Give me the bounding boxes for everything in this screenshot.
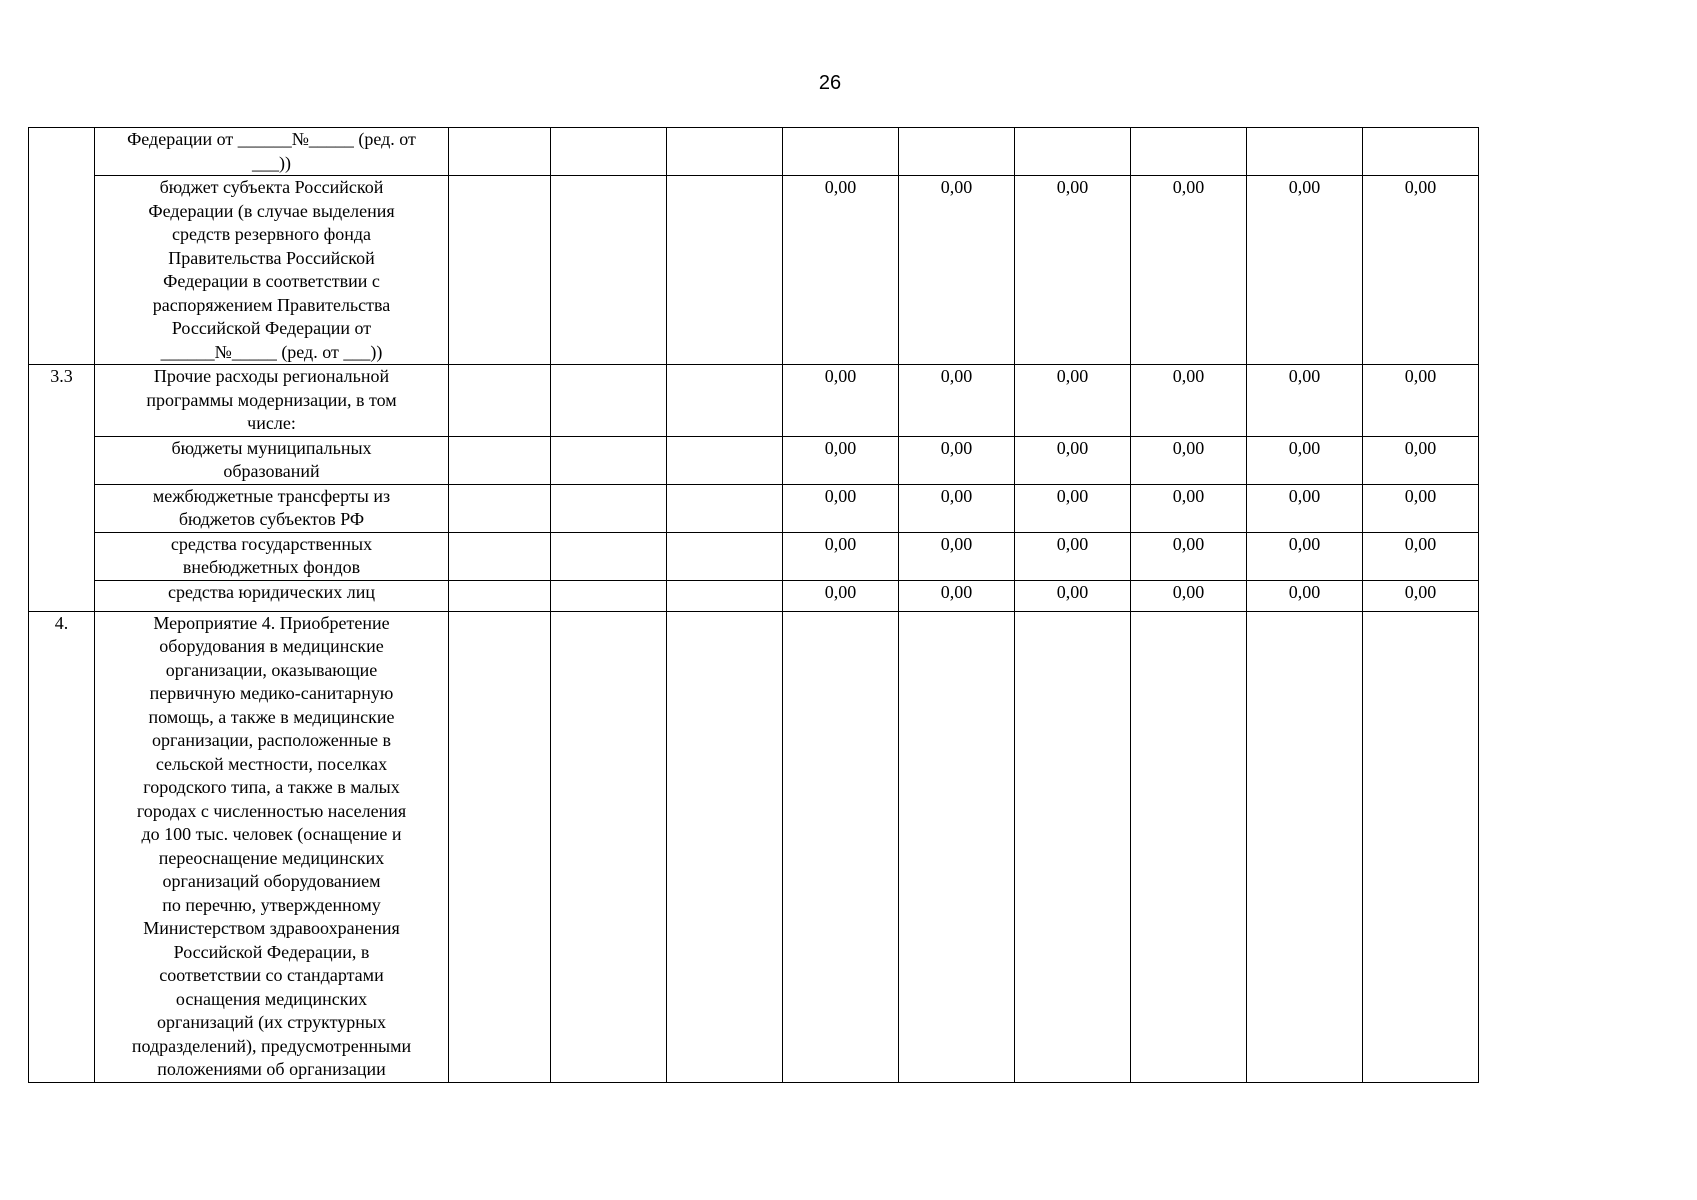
description-line: организации, расположенные в	[151, 730, 392, 750]
row-description-cell	[95, 580, 449, 611]
value-cell	[1015, 128, 1131, 176]
row-description-cell	[95, 532, 449, 580]
description-line: Российской Федерации, в	[173, 941, 370, 962]
row-description-cell	[95, 611, 449, 1082]
empty-cell	[551, 365, 667, 437]
empty-cell	[449, 611, 551, 1082]
empty-cell	[551, 484, 667, 532]
value-cell: 0,00	[783, 580, 899, 611]
empty-cell	[667, 532, 783, 580]
value-cell	[783, 611, 899, 1082]
description-line: первичную медико-санитарную	[149, 683, 394, 703]
empty-cell	[667, 580, 783, 611]
value-cell: 0,00	[1247, 532, 1363, 580]
value-cell	[1131, 611, 1247, 1082]
value-cell	[1247, 128, 1363, 176]
row-number-cell	[29, 128, 95, 365]
row-description-cell	[95, 484, 449, 532]
empty-cell	[667, 436, 783, 484]
value-cell: 0,00	[1131, 532, 1247, 580]
page-number: 26	[818, 72, 842, 94]
value-cell	[1363, 128, 1479, 176]
table-row	[29, 365, 1628, 437]
description-line: межбюджетные трансферты из	[152, 485, 391, 506]
description-line: до 100 тыс. человек (оснащение и	[141, 824, 402, 844]
value-cell	[1015, 611, 1131, 1082]
description-line: средств резервного фонда	[171, 224, 372, 244]
row-number-cell: 4.	[29, 611, 95, 1082]
description-line: городах с численностью населения	[136, 800, 407, 821]
value-cell: 0,00	[1015, 580, 1131, 611]
value-cell: 0,00	[783, 484, 899, 532]
description-line: Прочие расходы региональной	[153, 366, 390, 386]
description-line: программы модернизации, в том	[146, 389, 397, 410]
value-cell	[1363, 611, 1479, 1082]
description-line: средства государственных	[170, 533, 373, 554]
description-line: переоснащение медицинских	[158, 847, 385, 868]
value-cell: 0,00	[1015, 365, 1131, 437]
value-cell: 0,00	[899, 484, 1015, 532]
row-description-cell	[95, 176, 449, 365]
table-row	[29, 532, 1628, 580]
row-number-cell: 3.3	[29, 365, 95, 612]
description-line: Министерством здравоохранения	[143, 918, 400, 938]
description-line: подразделений), предусмотренными	[131, 1035, 412, 1056]
description-line: организации, оказывающие	[165, 659, 378, 680]
value-cell: 0,00	[899, 365, 1015, 437]
value-cell	[1247, 611, 1363, 1082]
empty-cell	[667, 611, 783, 1082]
value-cell: 0,00	[1363, 365, 1479, 437]
description-line: городского типа, а также в малых	[143, 777, 400, 797]
value-cell: 0,00	[1015, 484, 1131, 532]
description-line: оборудования в медицинские	[159, 636, 384, 656]
table-row	[29, 611, 1628, 1082]
value-cell: 0,00	[1363, 484, 1479, 532]
description-line: средства юридических лиц	[168, 581, 375, 602]
value-cell: 0,00	[1363, 532, 1479, 580]
table-body	[29, 128, 1628, 1083]
empty-cell	[551, 611, 667, 1082]
budget-table	[28, 127, 1628, 1083]
description-line: бюджет субъекта Российской	[159, 177, 384, 197]
value-cell: 0,00	[1247, 176, 1363, 365]
description-line: ___))	[252, 152, 291, 173]
description-line: организаций (их структурных	[157, 1012, 386, 1032]
value-cell: 0,00	[1363, 580, 1479, 611]
description-line: образований	[223, 461, 320, 481]
description-line: Правительства Российской	[168, 247, 375, 268]
description-line: организаций оборудованием	[162, 871, 381, 891]
description-line: по перечню, утвержденному	[162, 894, 381, 915]
row-description-cell	[95, 365, 449, 437]
description-line: Российской Федерации от	[171, 318, 372, 338]
empty-cell	[667, 128, 783, 176]
empty-cell	[449, 580, 551, 611]
description-line: Мероприятие 4. Приобретение	[153, 612, 390, 633]
empty-cell	[551, 532, 667, 580]
value-cell	[899, 611, 1015, 1082]
description-line: ______№_____ (ред. от ___))	[160, 341, 383, 362]
value-cell: 0,00	[1363, 176, 1479, 365]
description-line: помощь, а также в медицинские	[148, 706, 395, 727]
value-cell: 0,00	[1131, 176, 1247, 365]
row-description-cell	[95, 128, 449, 176]
value-cell	[1131, 128, 1247, 176]
value-cell: 0,00	[1131, 436, 1247, 484]
value-cell	[899, 128, 1015, 176]
description-line: положениями об организации	[157, 1059, 386, 1079]
description-line: бюджетов субъектов РФ	[178, 509, 365, 529]
empty-cell	[449, 176, 551, 365]
empty-cell	[551, 128, 667, 176]
value-cell: 0,00	[1015, 532, 1131, 580]
description-line: оснащения медицинских	[175, 988, 368, 1009]
value-cell: 0,00	[899, 436, 1015, 484]
empty-cell	[449, 484, 551, 532]
value-cell: 0,00	[1131, 365, 1247, 437]
empty-cell	[667, 176, 783, 365]
description-line: бюджеты муниципальных	[171, 437, 372, 458]
value-cell: 0,00	[1247, 365, 1363, 437]
table-row	[29, 176, 1628, 365]
empty-cell	[449, 128, 551, 176]
value-cell: 0,00	[1363, 436, 1479, 484]
value-cell: 0,00	[1247, 436, 1363, 484]
value-cell: 0,00	[899, 176, 1015, 365]
value-cell: 0,00	[899, 580, 1015, 611]
description-line: числе:	[247, 413, 296, 433]
value-cell: 0,00	[1015, 436, 1131, 484]
value-cell: 0,00	[783, 436, 899, 484]
table-row	[29, 484, 1628, 532]
empty-cell	[667, 484, 783, 532]
value-cell: 0,00	[783, 532, 899, 580]
value-cell: 0,00	[783, 176, 899, 365]
table-row	[29, 580, 1628, 611]
table-row	[29, 436, 1628, 484]
empty-cell	[449, 532, 551, 580]
value-cell	[783, 128, 899, 176]
value-cell: 0,00	[1131, 484, 1247, 532]
description-line: Федерации в соответствии с	[163, 271, 380, 291]
empty-cell	[551, 176, 667, 365]
description-line: соответствии со стандартами	[159, 965, 384, 985]
empty-cell	[449, 436, 551, 484]
description-line: распоряжением Правительства	[152, 294, 391, 315]
value-cell: 0,00	[1247, 484, 1363, 532]
description-line: внебюджетных фондов	[182, 557, 361, 577]
empty-cell	[449, 365, 551, 437]
description-line: Федерации от ______№_____ (ред. от	[127, 129, 416, 149]
value-cell: 0,00	[1015, 176, 1131, 365]
description-line: сельской местности, поселках	[155, 753, 388, 774]
value-cell: 0,00	[1131, 580, 1247, 611]
description-line: Федерации (в случае выделения	[148, 200, 395, 221]
empty-cell	[667, 365, 783, 437]
value-cell: 0,00	[899, 532, 1015, 580]
empty-cell	[551, 436, 667, 484]
row-description-cell	[95, 436, 449, 484]
table-row	[29, 128, 1628, 176]
empty-cell	[551, 580, 667, 611]
value-cell: 0,00	[1247, 580, 1363, 611]
value-cell: 0,00	[783, 365, 899, 437]
